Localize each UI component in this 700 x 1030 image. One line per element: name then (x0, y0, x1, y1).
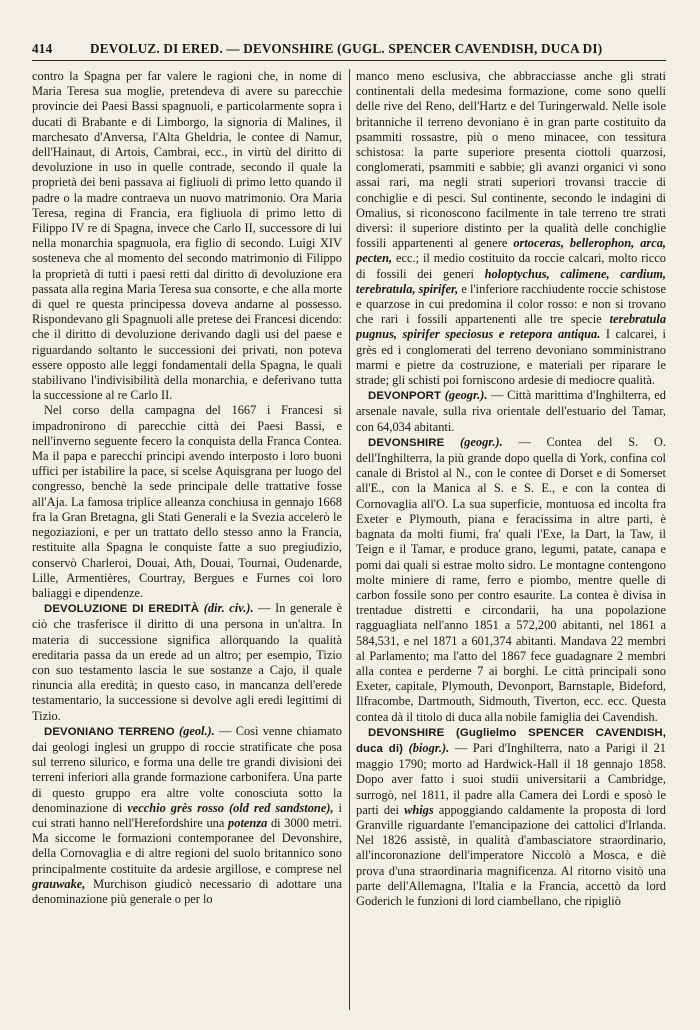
entry-category: (geogr.). (444, 388, 488, 403)
entry-emphasis: vecchio grès rosso (old red sandstone), (127, 800, 334, 815)
entry-text: — Contea del S. O. dell'Inghilterra, la più grande dopo quella di York, confina col canale di Bristol al N., con le contee di Dorset e di Somerset all'E., con la Manica al S. e S. E., e con la contea di Cornovaglia all'O. La sua superficie, montuosa ed incolta fra Exeter e Plymouth, piana e feracissima in altre parti, è bagnata da molti fiumi, fra' quali l'Exe, la Dart, la Taw, il Teign e il Tamar, e produce grano, legumi, patate, canapa e pomi dai quali si estrae molto sidro. Le montagne contengono molte miniere di rame, ferro e piombo, mentre quelle di carbon fossile sono per contro esaurite. La contea è divisa in trentadue distretti e circondarii, ha una popolazione ragguagliata nell'anno 1851 a 572,200 abitanti, nel 1861 a 584,531, e nel 1871 a 601,374 abitanti. Mandava 22 membri al Parlamento; ma l'atto del 1867 fece guadagnare 2 membri alla contea e perderne 7 ai borghi. Le città principali sono Exeter, capitale, Plymouth, Devonport, Barnstaple, Bideford, Ilfracombe, Dartmouth, Sidmouth, Tiverton, ecc. ecc. Questa contea dà il titolo di duca alla nobile famiglia dei Cavendish. (356, 434, 666, 724)
entry-emphasis: holoptychus, calimene, cardium, terebratula, spirifer, (356, 266, 666, 296)
entry-category: (biogr.). (408, 740, 450, 755)
page-number: 414 (32, 41, 53, 56)
entry-text: e l'inferiore racchiudente roccie schistose e quarzose in cui predomina il color rosso: e non si trovano che rari i fossili appartenenti alle tre specie (356, 281, 666, 327)
entry-category: (geol.). (179, 723, 215, 738)
paragraph-devoniano-continuation (356, 69, 666, 388)
left-column (32, 69, 342, 1016)
entry-category: (geogr.). (460, 434, 503, 449)
entry-headword: DEVOLUZIONE DI EREDITÀ (44, 603, 200, 616)
entry-text: — Città marittima d'Inghilterra, ed arsenale navale, sulla riva orientale dell'estuario del Tamar, con 64,034 abitanti. (356, 388, 666, 434)
entry-text: di 3000 metri. Ma siccome le formazioni contemporanee del Devonshire, della Cornovaglia e di altre regioni del suolo britannico sono principalmente costituite da ardesie argillose, e comprese nel (32, 815, 342, 876)
entry-devonshire-geogr (356, 435, 666, 725)
entry-text: — Così venne chiamato dai geologi inglesi un gruppo di roccie stratificate che posa sul terreno silurico, e forma una delle tre grandi divisioni dei terreni inferiori alla grande formazione carbonifera. Una parte di questo gruppo era altre volte conosciuta sotto la denominazione di (32, 723, 342, 815)
entry-devoniano-terreno (32, 724, 342, 907)
entry-text: — In generale è ciò che trasferisce il diritto di una persona in un'altra. In materia di successione significa allorquando la qualità ereditaria passa da un erede ad un altro; per esempio, Tizio con suo testamento lascia le sue sostanze a Cajo, il quale rinuncia alla eredità; in questo caso, in mancanza dell'erede testamentario, la successione si devolve agli eredi legittimi di Tizio. (32, 601, 342, 723)
entry-emphasis: whigs (404, 802, 434, 817)
entry-headword: DEVONSHIRE (368, 436, 445, 449)
entry-text: Murchison giudicò necessario di adottare una denominazione più generale o per lo (32, 876, 342, 906)
entry-text: appoggiando caldamente la proposta di lord Granville riguardante l'emancipazione dei cattolici d'Irlanda. Nel 1826 assistè, in qualità d'ambasciatore straordinario, all'incoronazione dell'imperatore Niccolò a Mosca, e diè prova d'una straordinaria magnificenza. Al ritorno visitò una parte dell'Allemagna, l'Italia e la Francia, accettò da lord Goderich le funzioni di lord ciambellano, che ripigliò (356, 802, 666, 908)
paragraph-campaign-1667: Nel corso della campagna del 1667 i Francesi si impadronirono di parecchie città dei Paesi Bassi, e nell'inverno seguente fecero la conquista della Franca Contea. Ma il papa e parecchi principi avendo interposto i loro buoni uffici per istabilire la pace, si scelse Aquisgrana per luogo del congresso, benchè la sede principale delle trattative fosse all'Aja. La famosa triplice alleanza conchiusa in gennajo 1668 fra la Gran Bretagna, gli Stati Generali e la Svezia accelerò le negoziazioni, e per un trattato dello stesso anno la Francia, restituite alla Spagna le conquiste fatte a suo pregiudizio, conservò Charleroi, Douai, Ath, Douai, Tournai, Oudenarde, Lille, Armentières, Courtray, Bergues e Furnes coi loro baliaggi e dipendenze. (32, 403, 342, 600)
entry-devonport (356, 388, 666, 435)
entry-devonshire-biogr (356, 725, 666, 909)
entry-category: (dir. civ.). (203, 601, 254, 616)
entry-headword: DEVONIANO TERRENO (44, 725, 175, 738)
entry-text: ecc.; il medio costituito da roccie calcari, molto ricco di fossili dei generi (356, 251, 666, 281)
running-title: DEVOLUZ. DI ERED. — DEVONSHIRE (GUGL. SPENCER CAVENDISH, DUCA DI) (90, 41, 603, 56)
entry-headword: DEVONPORT (368, 390, 442, 403)
entry-text: i cui strati hanno nell'Herefordshire una (32, 800, 342, 830)
entry-emphasis: terebratula pugnus, spirifer speciosus e retepora antiqua. (356, 312, 666, 342)
entry-text: I calcarei, i grès ed i conglomerati del terreno devoniano somministrano marmi e pietre da costruzione, e materiali per riparare le strade; gli schisti poi forniscono ardesie di mediocre qualità. (356, 327, 666, 388)
entry-emphasis: ortoceras, bellerophon, arca, pecten, (356, 236, 666, 266)
entry-text: — Pari d'Inghilterra, nato a Parigi il 21 maggio 1790; morto ad Hardwick-Hall il 18 gennajo 1858. Dopo aver fatto i suoi studii universitarii a Cambridge, surrogò, nel 1811, il padre alla Camera dei Lordi e sposò le parti dei (356, 740, 666, 817)
entry-emphasis: grauwake, (32, 876, 86, 891)
entry-devoluzione-di-eredita (32, 601, 342, 724)
right-column (356, 69, 666, 1016)
paragraph-continuation: contro la Spagna per far valere le ragioni che, in nome di Maria Teresa sua moglie, pretendeva di avere su parecchie provincie dei Paesi Bassi spagnuoli, e particolarmente sopra i ducati di Brabante e di Limborgo, la signoria di Malines, il marchesato d'Anversa, l'Alta Gheldria, le contee di Namur, dell'Hainaut, di Artois, Cambrai, ecc., in virtù del diritto di devoluzione in uso in quelle contrade, secondo il quale la proprietà dei beni passava ai figliuoli di primo letto quando il padre o la madre contraeva un nuovo matrimonio. Ora Maria Teresa, regina di Francia, era figliuola di primo letto di Filippo IV re di Spagna, invece che Carlo II, successore di lui nella monarchia spagnuola, era figlio di secondo. Luigi XIV sosteneva che al momento del secondo matrimonio di Filippo la proprietà di tutti i paesi retti dal diritto di devoluzione era passata alla regina Maria Teresa sua consorte, e che alla morte di quel re questa principessa doveva andarne al possesso. Rispondevano gli Spagnuoli alle pretese dei Francesi dicendo: che il diritto di devoluzione derivando dagli usi del paese e riguardando soltanto le successioni dei privati, non poteva essere opposto alle leggi fondamentali della Spagna, le quali stabilivano l'indivisibilità della monarchia, e deferivano tutta la successione al re Carlo II. (32, 69, 342, 403)
entry-emphasis: potenza (228, 815, 268, 830)
entry-text: manco meno esclusiva, che abbracciasse anche gli strati continentali della medesima formazione, come sono quelli delle rive del Reno, dell'Hartz e del Turingerwald. Nelle isole britanniche il terreno devoniano è in gran parte costituito da psammiti rossastre, più o meno minacee, con tessitura schistosa: la parte superiore presenta ciottoli quarzosi, conglomerati, psammiti e sabbie; gli avanzi organici vi sono assai rari, ma negli strati superiori trovansi traccie di conchiglie e di pesci. Sul continente, secondo le indagini di Omalius, si riconoscono facilmente in tale terreno tre strati diversi: il superiore distinto per la qualità delle conchiglie fossili appartenenti al genere (356, 69, 666, 251)
entry-headword: DEVONSHIRE (Guglielmo SPENCER CAVENDISH, duca di) (356, 726, 666, 755)
running-header (32, 38, 666, 61)
